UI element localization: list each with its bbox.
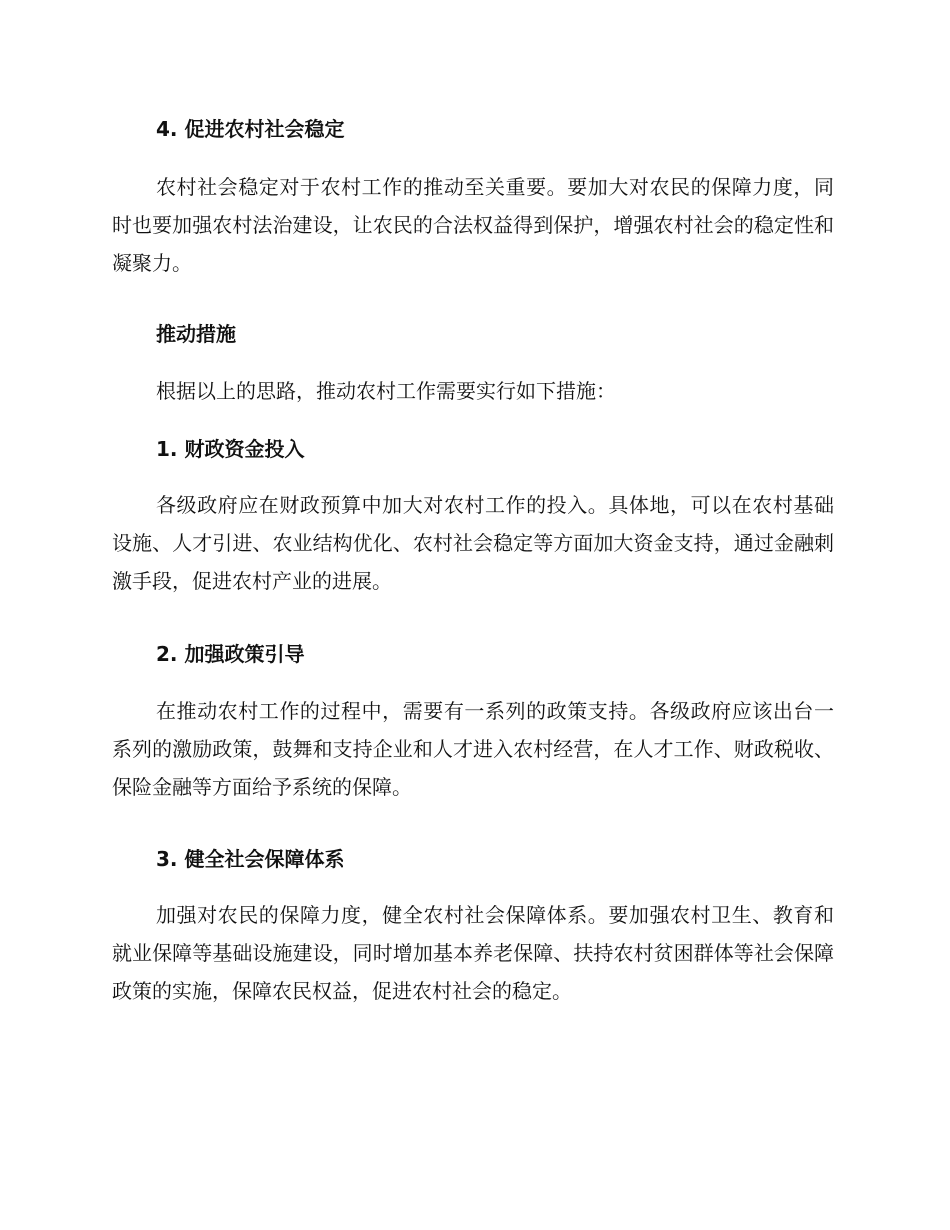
section-heading-fiscal-investment: 1. 财政资金投入 — [156, 437, 305, 461]
paragraph-social-security: 加强对农民的保障力度，健全农村社会保障体系。要加强农村卫生、教育和就业保障等基础设施建设，同时增加基本养老保障、扶持农村贫困群体等社会保障政策的实施，保障农民权益，促进农村社会的稳定。 — [112, 903, 834, 1003]
paragraph-social-stability: 农村社会稳定对于农村工作的推动至关重要。要加大对农民的保障力度，同时也要加强农村法治建设，让农民的合法权益得到保护，增强农村社会的稳定性和凝聚力。 — [112, 175, 834, 275]
section-heading-measures: 推动措施 — [156, 322, 236, 346]
section-heading-social-security: 3. 健全社会保障体系 — [156, 847, 345, 871]
paragraph-measures-intro: 根据以上的思路，推动农村工作需要实行如下措施： — [156, 379, 616, 403]
paragraph-policy-guidance: 在推动农村工作的过程中，需要有一系列的政策支持。各级政府应该出台一系列的激励政策，鼓舞和支持企业和人才进入农村经营，在人才工作、财政税收、保险金融等方面给予系统的保障。 — [112, 699, 834, 799]
section-heading-policy-guidance: 2. 加强政策引导 — [156, 642, 305, 666]
section-heading-social-stability: 4. 促进农村社会稳定 — [156, 117, 345, 141]
paragraph-fiscal-investment: 各级政府应在财政预算中加大对农村工作的投入。具体地，可以在农村基础设施、人才引进、农业结构优化、农村社会稳定等方面加大资金支持，通过金融刺激手段，促进农村产业的进展。 — [112, 493, 834, 593]
